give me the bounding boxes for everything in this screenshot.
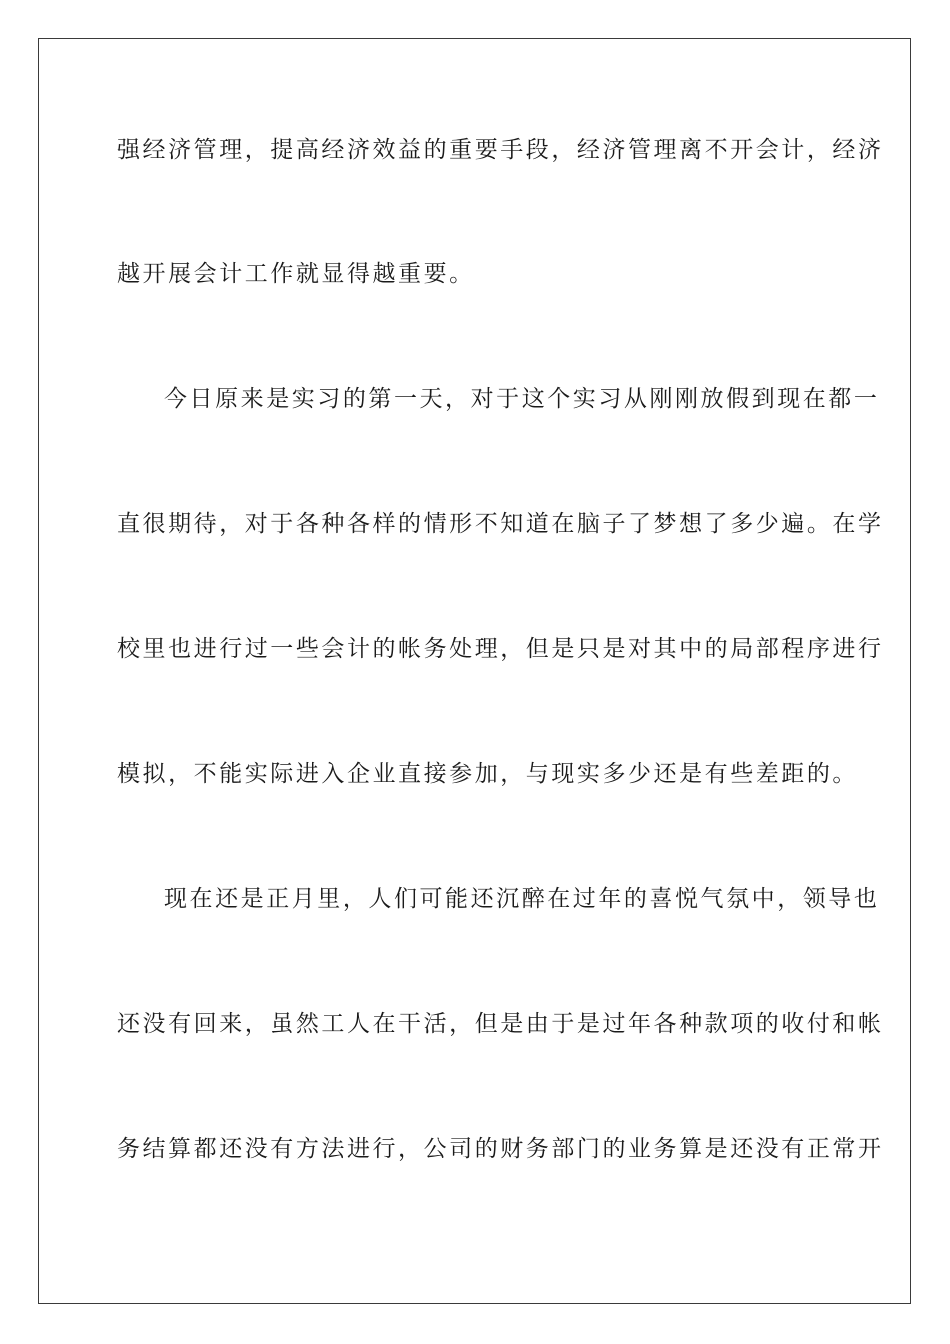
paragraph-line-6: 模拟，不能实际进入企业直接参加，与现实多少还是有些差距的。 — [117, 761, 858, 787]
page-frame — [38, 38, 911, 1304]
paragraph-line-1: 强经济管理，提高经济效益的重要手段，经济管理离不开会计，经济 — [117, 137, 884, 163]
paragraph-line-5: 校里也进行过一些会计的帐务处理，但是只是对其中的局部程序进行 — [117, 636, 884, 662]
paragraph-line-7: 现在还是正月里，人们可能还沉醉在过年的喜悦气氛中，领导也 — [164, 886, 880, 912]
paragraph-line-2: 越开展会计工作就显得越重要。 — [117, 261, 475, 287]
paragraph-line-4: 直很期待，对于各种各样的情形不知道在脑子了梦想了多少遍。在学 — [117, 511, 884, 537]
paragraph-line-8: 还没有回来，虽然工人在干活，但是由于是过年各种款项的收付和帐 — [117, 1011, 884, 1037]
paragraph-line-3: 今日原来是实习的第一天，对于这个实习从刚刚放假到现在都一 — [164, 386, 880, 412]
paragraph-line-9: 务结算都还没有方法进行，公司的财务部门的业务算是还没有正常开 — [117, 1136, 884, 1162]
